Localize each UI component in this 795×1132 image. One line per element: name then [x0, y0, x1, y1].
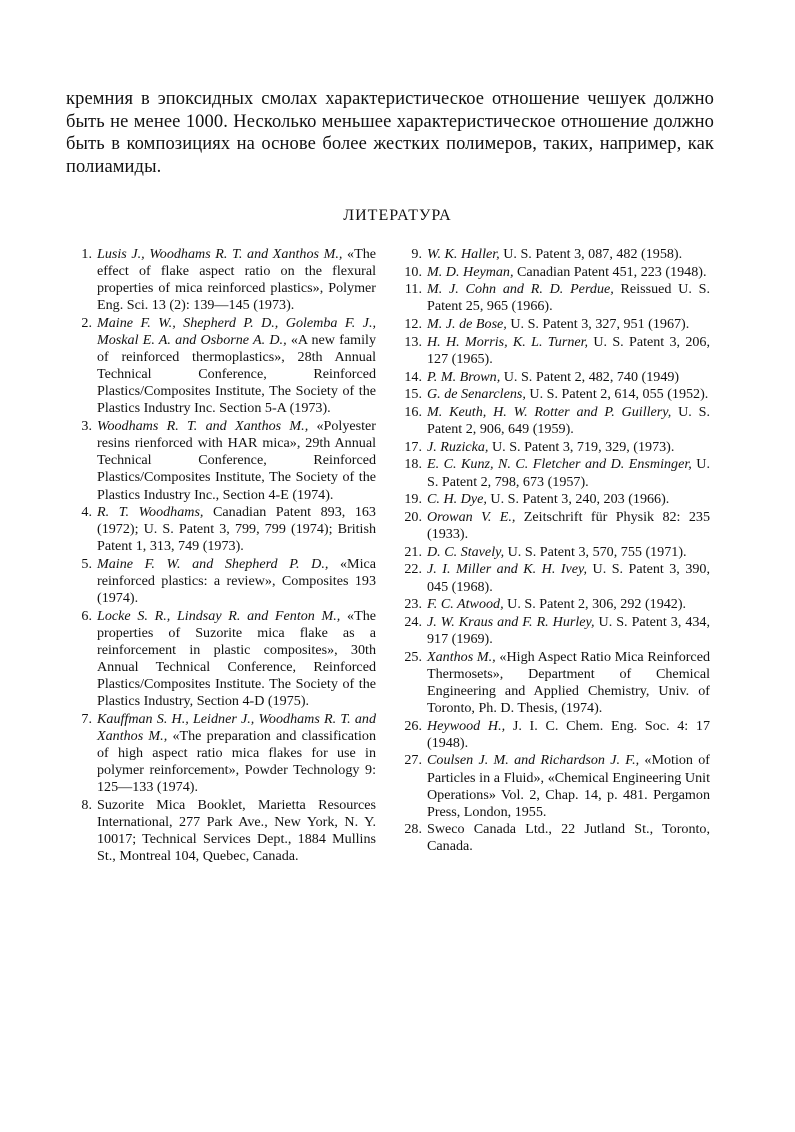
reference-text: Zeitschrift für Physik 82: 235 (1933). — [427, 508, 710, 543]
reference-body — [97, 418, 376, 503]
reference-text: U. S. Patent 3, 206, 127 (1965). — [427, 333, 710, 367]
reference-text: U. S. Patent 3, 240, 203 (1966). — [486, 491, 670, 508]
reference-body — [427, 821, 710, 855]
reference-number: 22. — [404, 561, 422, 578]
reference-text: Reissued U. S. Patent 25, 965 (1966). — [427, 281, 710, 315]
reference-item — [396, 246, 710, 263]
reference-number: 23. — [404, 596, 422, 613]
reference-body — [427, 456, 710, 490]
intro-text: кремния в эпоксидных смолах характеристическое отношение чешуек должно быть не менее 1000. Несколько меньшее характеристическое отношение должно быть в композициях на основе более жестких полимеров, таких, например, как полиамиды. — [66, 89, 714, 177]
reference-number: 2. — [81, 314, 92, 331]
reference-text: U. S. Patent 3, 327, 951 (1967). — [506, 316, 690, 333]
reference-authors: Orowan V. E., — [427, 508, 516, 525]
reference-body — [427, 334, 710, 368]
reference-item — [66, 504, 376, 555]
reference-authors: Coulsen J. M. and Richardson J. F., — [427, 752, 640, 769]
reference-number: 8. — [81, 797, 92, 814]
reference-body — [427, 544, 710, 561]
reference-body — [427, 369, 710, 386]
reference-number: 5. — [81, 556, 92, 573]
reference-item — [396, 316, 710, 333]
reference-authors: P. M. Brown, — [427, 368, 501, 385]
reference-number: 10. — [404, 263, 422, 280]
reference-item — [396, 752, 710, 820]
reference-text: «A new family of reinforced thermoplastics», 28th Annual Technical Conference, Reinforced Plastics/Composites Institute, The Society of the Plastics Industry Inc. Section 5-A (1973). — [97, 332, 376, 417]
reference-body — [97, 797, 376, 865]
reference-body — [427, 316, 710, 333]
reference-text: U. S. Patent 2, 482, 740 (1949) — [500, 368, 680, 385]
references-left-column — [66, 246, 376, 866]
reference-item — [396, 544, 710, 561]
reference-item — [66, 608, 376, 711]
reference-item — [396, 334, 710, 368]
reference-item — [66, 246, 376, 314]
reference-number: 18. — [404, 456, 422, 473]
reference-text: «Polyester resins rienforced with HAR mica», 29th Annual Technical Conference, Reinforced Plastics/Composites Institute, The Society of the Plastics Industry Inc., Section 4-E (1974). — [97, 418, 376, 503]
reference-body — [97, 711, 376, 796]
reference-item — [396, 264, 710, 281]
reference-authors: M. Keuth, H. W. Rotter and P. Guillery, — [427, 404, 672, 420]
reference-authors: J. I. Miller and K. H. Ivey, — [427, 561, 588, 578]
reference-body — [427, 281, 710, 315]
reference-authors: G. de Senarclens, — [427, 386, 526, 403]
reference-item — [66, 711, 376, 796]
reference-body — [427, 752, 710, 820]
reference-item — [396, 561, 710, 595]
reference-text: U. S. Patent 3, 570, 755 (1971). — [504, 543, 687, 560]
reference-number: 16. — [404, 404, 422, 420]
reference-text: U. S. Patent 2, 798, 673 (1957). — [427, 456, 710, 490]
reference-number: 15. — [404, 386, 422, 403]
reference-number: 27. — [404, 752, 422, 769]
reference-authors: Woodhams R. T. and Xanthos M., — [97, 418, 309, 435]
reference-authors: M. J. de Bose, — [427, 316, 507, 333]
reference-item — [66, 556, 376, 607]
reference-item — [396, 439, 710, 456]
reference-body — [427, 649, 710, 717]
reference-authors: R. T. Woodhams, — [97, 504, 204, 521]
reference-text: «High Aspect Ratio Mica Reinforced Thermosets», Department of Chemical Engineering and Applied Chemistry, Univ. of Toronto, Ph. D. Thesis, (1974). — [427, 648, 710, 716]
reference-item — [396, 718, 710, 752]
reference-body — [427, 596, 710, 613]
reference-item — [396, 649, 710, 717]
reference-authors: M. J. Cohn and R. D. Perdue, — [427, 281, 614, 298]
reference-number: 25. — [404, 648, 422, 665]
reference-authors: Lusis J., Woodhams R. T. and Xanthos M., — [97, 246, 343, 262]
reference-item — [66, 418, 376, 503]
reference-body — [427, 404, 710, 438]
reference-text: U. S. Patent 3, 390, 045 (1968). — [427, 561, 710, 595]
reference-text: Canadian Patent 451, 223 (1948). — [513, 263, 707, 280]
reference-authors: H. H. Morris, K. L. Turner, — [427, 333, 589, 350]
reference-number: 3. — [81, 418, 92, 435]
reference-item — [396, 614, 710, 648]
reference-authors: Heywood H., — [427, 717, 506, 734]
reference-text: J. I. C. Chem. Eng. Soc. 4: 17 (1948). — [427, 717, 710, 751]
reference-body — [427, 561, 710, 595]
reference-authors: E. C. Kunz, N. C. Fletcher and D. Ensminger, — [427, 456, 692, 473]
reference-item — [396, 509, 710, 543]
reference-body — [427, 718, 710, 752]
reference-body — [97, 608, 376, 711]
reference-item — [396, 456, 710, 490]
reference-authors: W. K. Haller, — [427, 246, 500, 262]
reference-authors: F. C. Atwood, — [427, 596, 504, 613]
reference-text: Suzorite Mica Booklet, Marietta Resources International, 277 Park Ave., New York, N. Y. 10017; Technical Services Dept., 1884 Mullins St., Montreal 104, Quebec, Canada. — [97, 797, 376, 865]
reference-text: Canadian Patent 893, 163 (1972); U. S. Patent 3, 799, 799 (1974); British Patent 1, 313, 749 (1973). — [97, 504, 376, 555]
reference-number: 20. — [404, 508, 422, 525]
reference-authors: Xanthos M., — [427, 648, 496, 665]
reference-body — [427, 264, 710, 281]
reference-text: «The preparation and classification of high aspect ratio mica flakes for use in polymer reinforcement», Powder Technology 9: 125—133 (1974). — [97, 728, 376, 796]
reference-number: 11. — [404, 281, 422, 298]
reference-body — [427, 614, 710, 648]
reference-text: «The properties of Suzorite mica flake as a reinforcement in plastic composites», 30th Annual Technical Conference, Reinforced Plastics/Composites Institute. The Society of the Plastics Industry, Section 4-D (1975). — [97, 607, 376, 710]
reference-item — [396, 281, 710, 315]
reference-body — [427, 386, 710, 403]
reference-text: U. S. Patent 3, 434, 917 (1969). — [427, 613, 710, 647]
reference-number: 13. — [404, 333, 422, 350]
intro-paragraph — [66, 88, 714, 178]
reference-body — [427, 509, 710, 543]
reference-number: 9. — [411, 246, 422, 262]
reference-number: 7. — [81, 711, 92, 728]
reference-text: Sweco Canada Ltd., 22 Jutland St., Toronto, Canada. — [427, 821, 710, 855]
references-right-column — [396, 246, 710, 856]
reference-body — [97, 504, 376, 555]
reference-authors: C. H. Dye, — [427, 491, 487, 508]
reference-item — [66, 315, 376, 418]
reference-text: U. S. Patent 2, 614, 055 (1952). — [525, 386, 709, 403]
reference-text: «The effect of flake aspect ratio on the flexural properties of mica reinforced plastics», Polymer Eng. Sci. 13 (2): 139—145 (1973). — [97, 246, 376, 314]
reference-body — [427, 439, 710, 456]
reference-number: 4. — [81, 504, 92, 521]
reference-number: 24. — [404, 613, 422, 630]
reference-item — [396, 596, 710, 613]
reference-text: U. S. Patent 2, 906, 649 (1959). — [427, 404, 710, 438]
reference-authors: D. C. Stavely, — [427, 543, 505, 560]
reference-number: 19. — [404, 491, 422, 508]
reference-number: 1. — [81, 246, 92, 262]
reference-authors: Maine F. W., Shepherd P. D., Golemba F. J., Moskal E. A. and Osborne A. D., — [97, 314, 376, 349]
reference-authors: J. W. Kraus and F. R. Hurley, — [427, 613, 595, 630]
reference-item — [396, 491, 710, 508]
reference-number: 14. — [404, 368, 422, 385]
reference-number: 26. — [404, 717, 422, 734]
reference-text: U. S. Patent 2, 306, 292 (1942). — [503, 596, 687, 613]
references-heading: ЛИТЕРАТУРА — [343, 207, 452, 224]
reference-authors: Maine F. W. and Shepherd P. D., — [97, 556, 329, 573]
reference-item — [396, 821, 710, 855]
reference-authors: Kauffman S. H., Leidner J., Woodhams R. T. and Xanthos M., — [97, 711, 376, 745]
reference-body — [97, 556, 376, 607]
reference-item — [396, 369, 710, 386]
reference-text: «Mica reinforced plastics: a review», Composites 193 (1974). — [97, 556, 376, 607]
reference-number: 17. — [404, 438, 422, 455]
reference-number: 12. — [404, 316, 422, 333]
reference-body — [427, 491, 710, 508]
reference-text: U. S. Patent 3, 719, 329, (1973). — [488, 438, 675, 455]
reference-body — [427, 246, 710, 263]
reference-number: 21. — [404, 543, 422, 560]
reference-item — [396, 386, 710, 403]
reference-item — [66, 797, 376, 865]
reference-authors: J. Ruzicka, — [427, 438, 489, 455]
reference-body — [97, 246, 376, 314]
reference-item — [396, 404, 710, 438]
reference-number: 6. — [81, 607, 92, 624]
reference-text: U. S. Patent 3, 087, 482 (1958). — [499, 246, 683, 262]
reference-authors: Locke S. R., Lindsay R. and Fenton M., — [97, 607, 341, 624]
reference-body — [97, 315, 376, 418]
reference-authors: M. D. Heyman, — [427, 263, 514, 280]
reference-text: «Motion of Particles in a Fluid», «Chemical Engineering Unit Operations» Vol. 2, Chap. 14, p. 481. Pergamon Press, London, 1955. — [427, 752, 710, 820]
reference-number: 28. — [404, 821, 422, 838]
